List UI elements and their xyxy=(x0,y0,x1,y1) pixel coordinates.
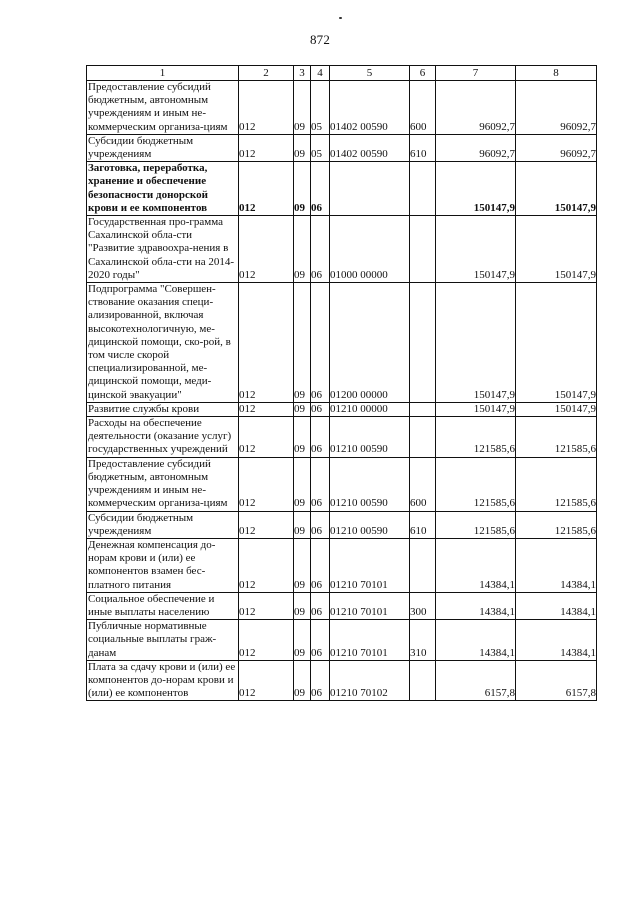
cell-subsection: 06 xyxy=(311,511,330,538)
cell-target-article: 01210 70101 xyxy=(330,592,410,619)
cell-section: 09 xyxy=(294,402,311,416)
cell-section: 09 xyxy=(294,81,311,135)
row-name: Государственная про-грамма Сахалинской обла-сти "Развитие здравоохра-нения в Сахалинской обла-сти на 2014-2020 годы" xyxy=(87,216,239,283)
cell-ministry: 012 xyxy=(239,511,294,538)
table-row xyxy=(87,283,597,403)
cell-amount-8: 121585,6 xyxy=(516,511,597,538)
row-name: Расходы на обеспечение деятельности (оказание услуг) государственных учреждений xyxy=(87,417,239,458)
cell-amount-8: 150147,9 xyxy=(516,162,597,216)
budget-table xyxy=(86,65,597,701)
cell-amount-8: 14384,1 xyxy=(516,592,597,619)
table-row xyxy=(87,457,597,511)
cell-ministry: 012 xyxy=(239,620,294,661)
cell-expense-type xyxy=(410,660,436,701)
row-name: Предоставление субсидий бюджетным, автономным учреждениям и иным не-коммерческим организа-циям xyxy=(87,457,239,511)
cell-section: 09 xyxy=(294,283,311,403)
table-row xyxy=(87,592,597,619)
cell-amount-7: 14384,1 xyxy=(436,620,516,661)
page-number: 872 xyxy=(309,32,331,47)
cell-target-article: 01210 00000 xyxy=(330,402,410,416)
row-name: Подпрограмма "Совершен-ствование оказания специ-ализированной, включая высокотехнологичную, ме-дицинской помощи, ско-рой, в том числе скорой специализированной, ме-дицинской помощи, меди-цинской эвакуации" xyxy=(87,283,239,403)
column-header-7: 7 xyxy=(436,66,516,81)
column-header-1: 1 xyxy=(87,66,239,81)
table-row xyxy=(87,134,597,161)
column-header-8: 8 xyxy=(516,66,597,81)
cell-target-article: 01402 00590 xyxy=(330,134,410,161)
table-row xyxy=(87,511,597,538)
table-body xyxy=(87,81,597,701)
column-header-3: 3 xyxy=(294,66,311,81)
cell-ministry: 012 xyxy=(239,402,294,416)
cell-amount-8: 96092,7 xyxy=(516,81,597,135)
cell-target-article: 01210 00590 xyxy=(330,511,410,538)
cell-subsection: 06 xyxy=(311,216,330,283)
cell-ministry: 012 xyxy=(239,283,294,403)
cell-amount-7: 14384,1 xyxy=(436,538,516,592)
cell-ministry: 012 xyxy=(239,660,294,701)
cell-section: 09 xyxy=(294,538,311,592)
row-name: Предоставление субсидий бюджетным, автономным учреждениям и иным не-коммерческим организа-циям xyxy=(87,81,239,135)
cell-section: 09 xyxy=(294,592,311,619)
cell-amount-8: 6157,8 xyxy=(516,660,597,701)
cell-expense-type xyxy=(410,162,436,216)
cell-section: 09 xyxy=(294,134,311,161)
cell-amount-8: 150147,9 xyxy=(516,402,597,416)
cell-amount-7: 150147,9 xyxy=(436,216,516,283)
header-row xyxy=(87,66,597,81)
row-name: Заготовка, переработка, хранение и обеспечение безопасности донорской крови и ее компонентов xyxy=(87,162,239,216)
cell-expense-type: 610 xyxy=(410,134,436,161)
cell-section: 09 xyxy=(294,162,311,216)
cell-subsection: 05 xyxy=(311,134,330,161)
table-row xyxy=(87,538,597,592)
cell-amount-7: 121585,6 xyxy=(436,457,516,511)
cell-section: 09 xyxy=(294,216,311,283)
cell-amount-7: 121585,6 xyxy=(436,417,516,458)
cell-expense-type xyxy=(410,283,436,403)
cell-subsection: 05 xyxy=(311,81,330,135)
cell-ministry: 012 xyxy=(239,538,294,592)
cell-amount-7: 96092,7 xyxy=(436,134,516,161)
cell-target-article: 01402 00590 xyxy=(330,81,410,135)
cell-amount-7: 96092,7 xyxy=(436,81,516,135)
cell-amount-7: 6157,8 xyxy=(436,660,516,701)
row-name: Развитие службы крови xyxy=(87,402,239,416)
column-header-6: 6 xyxy=(410,66,436,81)
cell-target-article: 01200 00000 xyxy=(330,283,410,403)
row-name: Денежная компенсация до-норам крови и (или) ее компонентов взамен бес-платного питания xyxy=(87,538,239,592)
cell-expense-type xyxy=(410,417,436,458)
cell-target-article: 01210 70101 xyxy=(330,538,410,592)
cell-amount-7: 150147,9 xyxy=(436,162,516,216)
cell-section: 09 xyxy=(294,511,311,538)
cell-ministry: 012 xyxy=(239,417,294,458)
cell-target-article: 01000 00000 xyxy=(330,216,410,283)
cell-amount-7: 14384,1 xyxy=(436,592,516,619)
cell-subsection: 06 xyxy=(311,417,330,458)
cell-subsection: 06 xyxy=(311,283,330,403)
scan-speck xyxy=(339,17,342,19)
cell-subsection: 06 xyxy=(311,162,330,216)
cell-subsection: 06 xyxy=(311,592,330,619)
cell-amount-7: 150147,9 xyxy=(436,283,516,403)
cell-ministry: 012 xyxy=(239,457,294,511)
cell-target-article: 01210 00590 xyxy=(330,457,410,511)
column-header-5: 5 xyxy=(330,66,410,81)
table-row xyxy=(87,620,597,661)
table-row xyxy=(87,417,597,458)
cell-ministry: 012 xyxy=(239,81,294,135)
cell-target-article: 01210 70101 xyxy=(330,620,410,661)
cell-expense-type xyxy=(410,538,436,592)
cell-subsection: 06 xyxy=(311,538,330,592)
cell-expense-type: 610 xyxy=(410,511,436,538)
cell-ministry: 012 xyxy=(239,134,294,161)
table-row xyxy=(87,162,597,216)
table-row xyxy=(87,660,597,701)
cell-expense-type: 600 xyxy=(410,457,436,511)
table-row xyxy=(87,81,597,135)
cell-amount-8: 150147,9 xyxy=(516,283,597,403)
cell-amount-8: 14384,1 xyxy=(516,620,597,661)
cell-expense-type xyxy=(410,402,436,416)
cell-expense-type: 600 xyxy=(410,81,436,135)
cell-amount-8: 150147,9 xyxy=(516,216,597,283)
cell-ministry: 012 xyxy=(239,162,294,216)
cell-subsection: 06 xyxy=(311,620,330,661)
cell-amount-8: 121585,6 xyxy=(516,417,597,458)
row-name: Субсидии бюджетным учреждениям xyxy=(87,134,239,161)
row-name: Социальное обеспечение и иные выплаты населению xyxy=(87,592,239,619)
cell-ministry: 012 xyxy=(239,216,294,283)
table-row xyxy=(87,216,597,283)
row-name: Субсидии бюджетным учреждениям xyxy=(87,511,239,538)
cell-expense-type xyxy=(410,216,436,283)
cell-amount-8: 14384,1 xyxy=(516,538,597,592)
cell-amount-8: 121585,6 xyxy=(516,457,597,511)
cell-section: 09 xyxy=(294,417,311,458)
cell-amount-8: 96092,7 xyxy=(516,134,597,161)
column-header-2: 2 xyxy=(239,66,294,81)
cell-amount-7: 121585,6 xyxy=(436,511,516,538)
cell-ministry: 012 xyxy=(239,592,294,619)
cell-target-article: 01210 00590 xyxy=(330,417,410,458)
cell-subsection: 06 xyxy=(311,660,330,701)
cell-target-article: 01210 70102 xyxy=(330,660,410,701)
row-name: Плата за сдачу крови и (или) ее компонентов до-норам крови и (или) ее компонентов xyxy=(87,660,239,701)
row-name: Публичные нормативные социальные выплаты граж-данам xyxy=(87,620,239,661)
cell-section: 09 xyxy=(294,660,311,701)
cell-amount-7: 150147,9 xyxy=(436,402,516,416)
cell-section: 09 xyxy=(294,457,311,511)
cell-expense-type: 310 xyxy=(410,620,436,661)
cell-target-article xyxy=(330,162,410,216)
cell-subsection: 06 xyxy=(311,457,330,511)
cell-expense-type: 300 xyxy=(410,592,436,619)
cell-subsection: 06 xyxy=(311,402,330,416)
column-header-4: 4 xyxy=(311,66,330,81)
cell-section: 09 xyxy=(294,620,311,661)
table-row xyxy=(87,402,597,416)
